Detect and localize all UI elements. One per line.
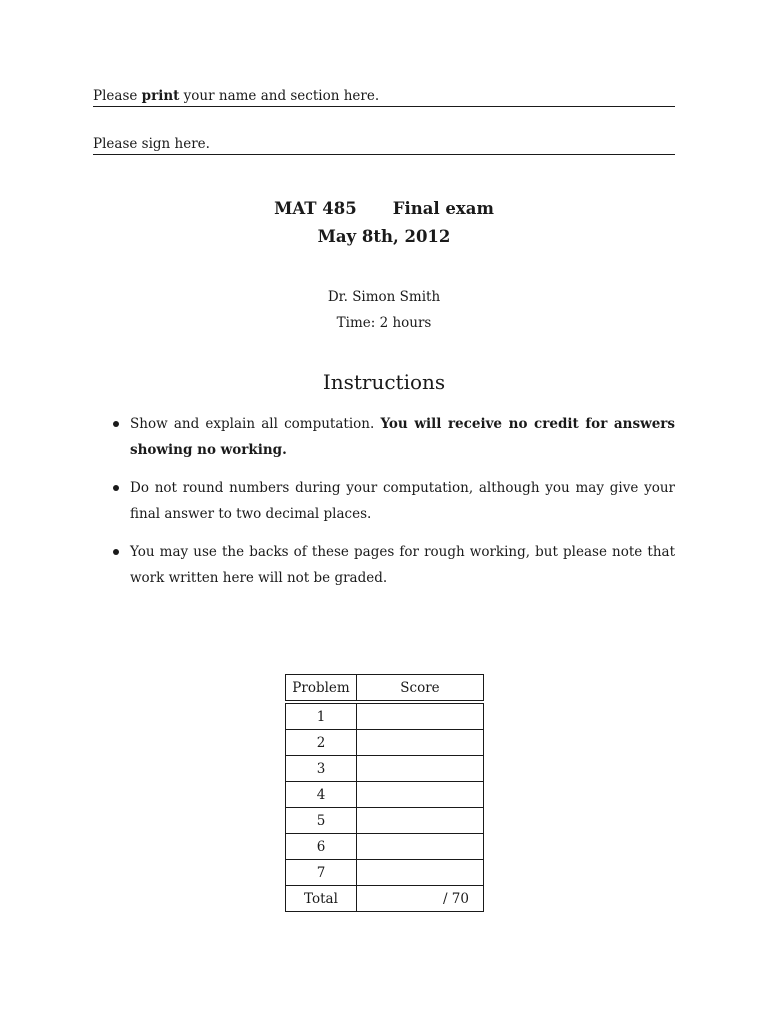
table-row [285, 756, 484, 782]
problem-number: 7 [285, 860, 357, 886]
signature-field[interactable] [93, 136, 675, 155]
table-row [285, 860, 484, 886]
exam-duration: Time: 2 hours [336, 315, 432, 331]
name-field-suffix: your name and section here. [179, 88, 380, 104]
name-section-field[interactable] [93, 88, 675, 107]
instructions-heading: Instructions [322, 370, 446, 394]
table-row [285, 782, 484, 808]
name-field-prefix: Please [93, 88, 142, 104]
table-row [285, 808, 484, 834]
score-cell[interactable] [357, 703, 484, 730]
problem-number: 1 [285, 703, 357, 730]
total-score-cell[interactable]: / 70 [357, 886, 484, 912]
instruction-item [93, 412, 675, 463]
score-cell[interactable] [357, 860, 484, 886]
instruction-item [93, 476, 675, 527]
score-cell[interactable] [357, 782, 484, 808]
instruction-text: You may use the backs of these pages for rough working, but please note that work written here will not be graded. [130, 544, 675, 586]
total-label: Total [285, 886, 357, 912]
problem-number: 4 [285, 782, 357, 808]
exam-name: Final exam [392, 199, 494, 218]
exam-date: May 8th, 2012 [317, 227, 451, 246]
problem-number: 3 [285, 756, 357, 782]
score-cell[interactable] [357, 756, 484, 782]
instructions-list [93, 412, 675, 604]
instruction-text: Show and explain all computation. [130, 416, 381, 432]
score-cell[interactable] [357, 808, 484, 834]
instructor-name: Dr. Simon Smith [327, 289, 441, 305]
problem-column-header: Problem [285, 674, 357, 701]
bullet-icon [113, 421, 119, 427]
name-field-print-emphasis: print [141, 88, 180, 104]
table-row [285, 730, 484, 756]
bullet-icon [113, 485, 119, 491]
exam-title [0, 198, 768, 220]
instruction-bold-text: You will receive no credit for answers showing no working. [130, 416, 675, 458]
problem-number: 6 [285, 834, 357, 860]
problem-number: 2 [285, 730, 357, 756]
table-row [285, 703, 484, 730]
problem-number: 5 [285, 808, 357, 834]
instruction-text: Do not round numbers during your computation, although you may give your final answer to two decimal places. [130, 480, 675, 522]
instruction-item [93, 540, 675, 591]
score-cell[interactable] [357, 834, 484, 860]
score-column-header: Score [357, 674, 484, 701]
score-table [285, 674, 484, 912]
score-cell[interactable] [357, 730, 484, 756]
table-row [285, 834, 484, 860]
bullet-icon [113, 549, 119, 555]
course-code: MAT 485 [274, 199, 357, 218]
total-row [285, 886, 484, 912]
signature-field-label: Please sign here. [93, 136, 210, 152]
score-table-header [285, 674, 484, 701]
